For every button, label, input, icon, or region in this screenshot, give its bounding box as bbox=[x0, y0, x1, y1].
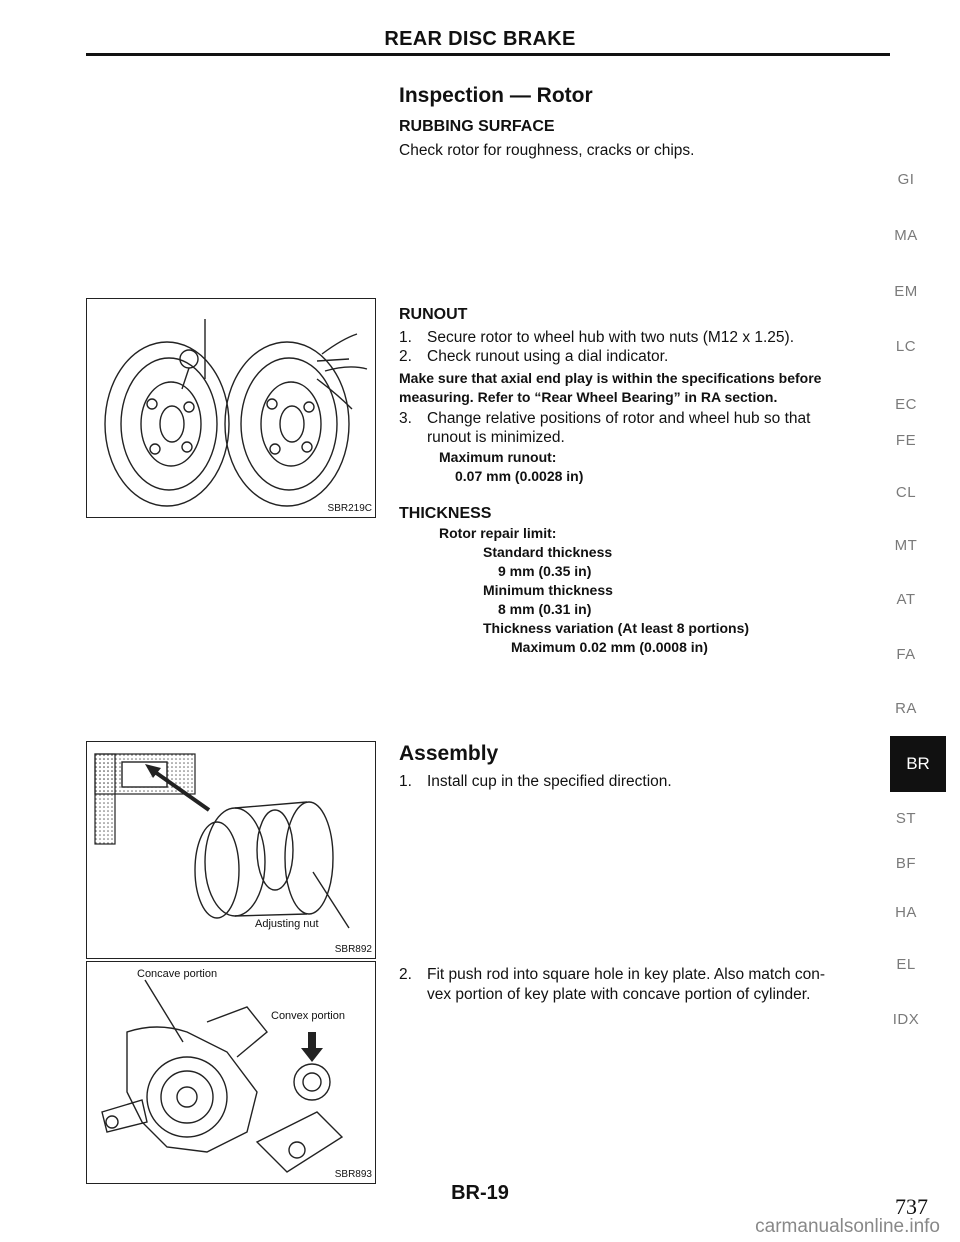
section-tab-mt[interactable]: MT bbox=[894, 537, 918, 554]
runout-step-2: Check runout using a dial indicator. bbox=[427, 348, 669, 365]
assembly-step-2-line-1: Fit push rod into square hole in key plate. Also match con- bbox=[427, 966, 826, 983]
runout-note-line-1: Make sure that axial end play is within the specifications before bbox=[399, 370, 822, 386]
rubbing-surface-heading: RUBBING SURFACE bbox=[399, 118, 555, 135]
figure-code-sbr892: SBR892 bbox=[334, 944, 372, 955]
runout-heading: RUNOUT bbox=[399, 306, 468, 323]
section-tab-ec[interactable]: EC bbox=[895, 396, 917, 413]
rotor-dial-indicator-illustration bbox=[87, 299, 375, 517]
adjusting-nut-label: Adjusting nut bbox=[255, 918, 319, 930]
runout-step-3-line-1: Change relative positions of rotor and wheel hub so that bbox=[427, 410, 811, 427]
max-runout-value: 0.07 mm (0.0028 in) bbox=[455, 468, 584, 484]
figure-code-sbr893: SBR893 bbox=[334, 1169, 372, 1180]
thickness-variation-value: Maximum 0.02 mm (0.0008 in) bbox=[511, 639, 708, 655]
max-runout-label: Maximum runout: bbox=[439, 449, 557, 465]
figure-rotor-runout bbox=[86, 298, 376, 518]
site-watermark: carmanualsonline.info bbox=[755, 1216, 940, 1237]
figure-push-rod-key-plate bbox=[86, 961, 376, 1184]
assembly-step-2-line-2: vex portion of key plate with concave portion of cylinder. bbox=[427, 986, 811, 1003]
assembly-step-1-num: 1. bbox=[399, 773, 412, 790]
convex-portion-label: Convex portion bbox=[271, 1010, 345, 1022]
key-plate-cylinder-illustration bbox=[87, 962, 375, 1183]
section-tab-fe[interactable]: FE bbox=[895, 432, 917, 449]
section-tab-cl[interactable]: CL bbox=[895, 484, 917, 501]
assembly-step-1: Install cup in the specified direction. bbox=[427, 773, 672, 790]
section-tab-lc[interactable]: LC bbox=[895, 338, 917, 355]
rotor-repair-limit: Rotor repair limit: bbox=[439, 525, 557, 541]
section-tab-ma[interactable]: MA bbox=[894, 227, 918, 244]
runout-step-3-num: 3. bbox=[399, 410, 412, 427]
assembly-step-2-num: 2. bbox=[399, 966, 412, 983]
section-tab-at[interactable]: AT bbox=[896, 591, 916, 608]
thickness-variation-label: Thickness variation (At least 8 portions) bbox=[483, 620, 750, 636]
section-tab-st[interactable]: ST bbox=[895, 810, 917, 827]
section-tab-ha[interactable]: HA bbox=[895, 904, 917, 921]
figure-install-cup bbox=[86, 741, 376, 959]
section-tab-ra[interactable]: RA bbox=[895, 700, 917, 717]
thickness-heading: THICKNESS bbox=[399, 505, 492, 522]
section-tab-gi[interactable]: GI bbox=[897, 171, 915, 188]
page-code: BR-19 bbox=[451, 1182, 509, 1204]
page-header-title: REAR DISC BRAKE bbox=[384, 28, 576, 50]
section-tab-fa[interactable]: FA bbox=[896, 646, 916, 663]
cup-adjusting-nut-illustration bbox=[87, 742, 375, 958]
section-tab-bf[interactable]: BF bbox=[895, 855, 917, 872]
inspection-heading: Inspection — Rotor bbox=[399, 84, 593, 107]
minimum-thickness-label: Minimum thickness bbox=[483, 582, 613, 598]
assembly-heading: Assembly bbox=[399, 742, 499, 765]
rubbing-surface-text: Check rotor for roughness, cracks or chips. bbox=[399, 142, 695, 159]
runout-step-1-num: 1. bbox=[399, 329, 412, 346]
header-rule bbox=[86, 53, 890, 56]
section-tab-idx[interactable]: IDX bbox=[892, 1011, 920, 1028]
standard-thickness-label: Standard thickness bbox=[483, 544, 613, 560]
runout-step-3-line-2: runout is minimized. bbox=[427, 429, 565, 446]
page-number: 737 bbox=[895, 1194, 928, 1219]
section-tab-el[interactable]: EL bbox=[896, 956, 916, 973]
runout-note-line-2: measuring. Refer to “Rear Wheel Bearing” in RA section. bbox=[399, 389, 778, 405]
section-tab-em[interactable]: EM bbox=[894, 283, 918, 300]
runout-step-2-num: 2. bbox=[399, 348, 412, 365]
section-tab-br-active[interactable]: BR bbox=[890, 736, 946, 792]
figure-code-sbr219c: SBR219C bbox=[327, 503, 372, 514]
runout-step-1: Secure rotor to wheel hub with two nuts (M12 x 1.25). bbox=[427, 329, 795, 346]
concave-portion-label: Concave portion bbox=[137, 968, 218, 980]
minimum-thickness-value: 8 mm (0.31 in) bbox=[498, 601, 592, 617]
standard-thickness-value: 9 mm (0.35 in) bbox=[498, 563, 592, 579]
